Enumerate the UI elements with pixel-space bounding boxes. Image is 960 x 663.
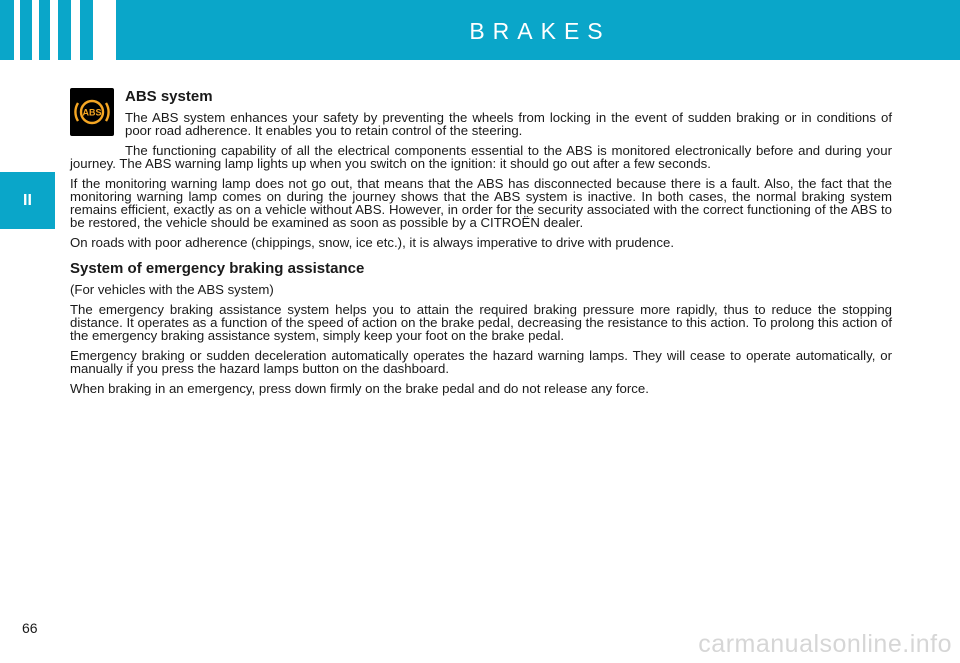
page-header bbox=[0, 0, 960, 60]
chapter-tab: II bbox=[0, 172, 55, 229]
abs-paragraph: The functioning capability of all the electrical components essential to the ABS is monitored electronically before and during your journey. The ABS warning lamp lights up when you switch on the ignition: it should go out after a few seconds. bbox=[70, 143, 892, 171]
header-stripe bbox=[32, 0, 39, 60]
eba-paragraph: Emergency braking or sudden deceleration automatically operates the hazard warning lamps. They will cease to operate automatically, or manually if you press the hazard lamps button on the dashboard. bbox=[70, 348, 892, 376]
abs-paragraph: The ABS system enhances your safety by preventing the wheels from locking in the event of sudden braking or in conditions of poor road adherence. It enables you to retain control of the steering. bbox=[125, 110, 892, 138]
main-content bbox=[70, 88, 892, 402]
eba-paragraph: (For vehicles with the ABS system) bbox=[70, 282, 274, 297]
abs-section-title: ABS system bbox=[125, 88, 213, 105]
page-title: BRAKES bbox=[469, 18, 611, 44]
header-stripe bbox=[93, 0, 116, 60]
abs-icon-label: ABS bbox=[82, 107, 102, 118]
page-number: 66 bbox=[22, 620, 38, 636]
eba-paragraph: The emergency braking assistance system helps you to attain the required braking pressure more rapidly, thus to reduce the stopping distance. It operates as a function of the speed of action on the brake pedal, decreasing the resistance to this action. To prolong this action of the emergency braking assistance system, simply keep your foot on the brake pedal. bbox=[70, 302, 892, 343]
header-stripe bbox=[14, 0, 20, 60]
eba-section-title: System of emergency braking assistance bbox=[70, 260, 365, 277]
header-stripe bbox=[71, 0, 80, 60]
abs-paragraph: On roads with poor adherence (chippings, snow, ice etc.), it is always imperative to drive with prudence. bbox=[70, 235, 674, 250]
watermark: carmanualsonline.info bbox=[698, 630, 952, 658]
header-stripe bbox=[50, 0, 58, 60]
abs-paragraph: If the monitoring warning lamp does not go out, that means that the ABS has disconnected because there is a fault. Also, the fact that the monitoring warning lamp comes on during the journey shows that the ABS system is inactive. In both cases, the normal braking system remains efficient, exactly as on a vehicle without ABS. However, in order for the security associated with the correct functioning of the ABS to be restored, the vehicle should be examined as soon as possible by a CITROËN dealer. bbox=[70, 176, 892, 230]
abs-warning-lamp-icon bbox=[70, 88, 114, 136]
eba-paragraph: When braking in an emergency, press down firmly on the brake pedal and do not release any force. bbox=[70, 381, 649, 396]
